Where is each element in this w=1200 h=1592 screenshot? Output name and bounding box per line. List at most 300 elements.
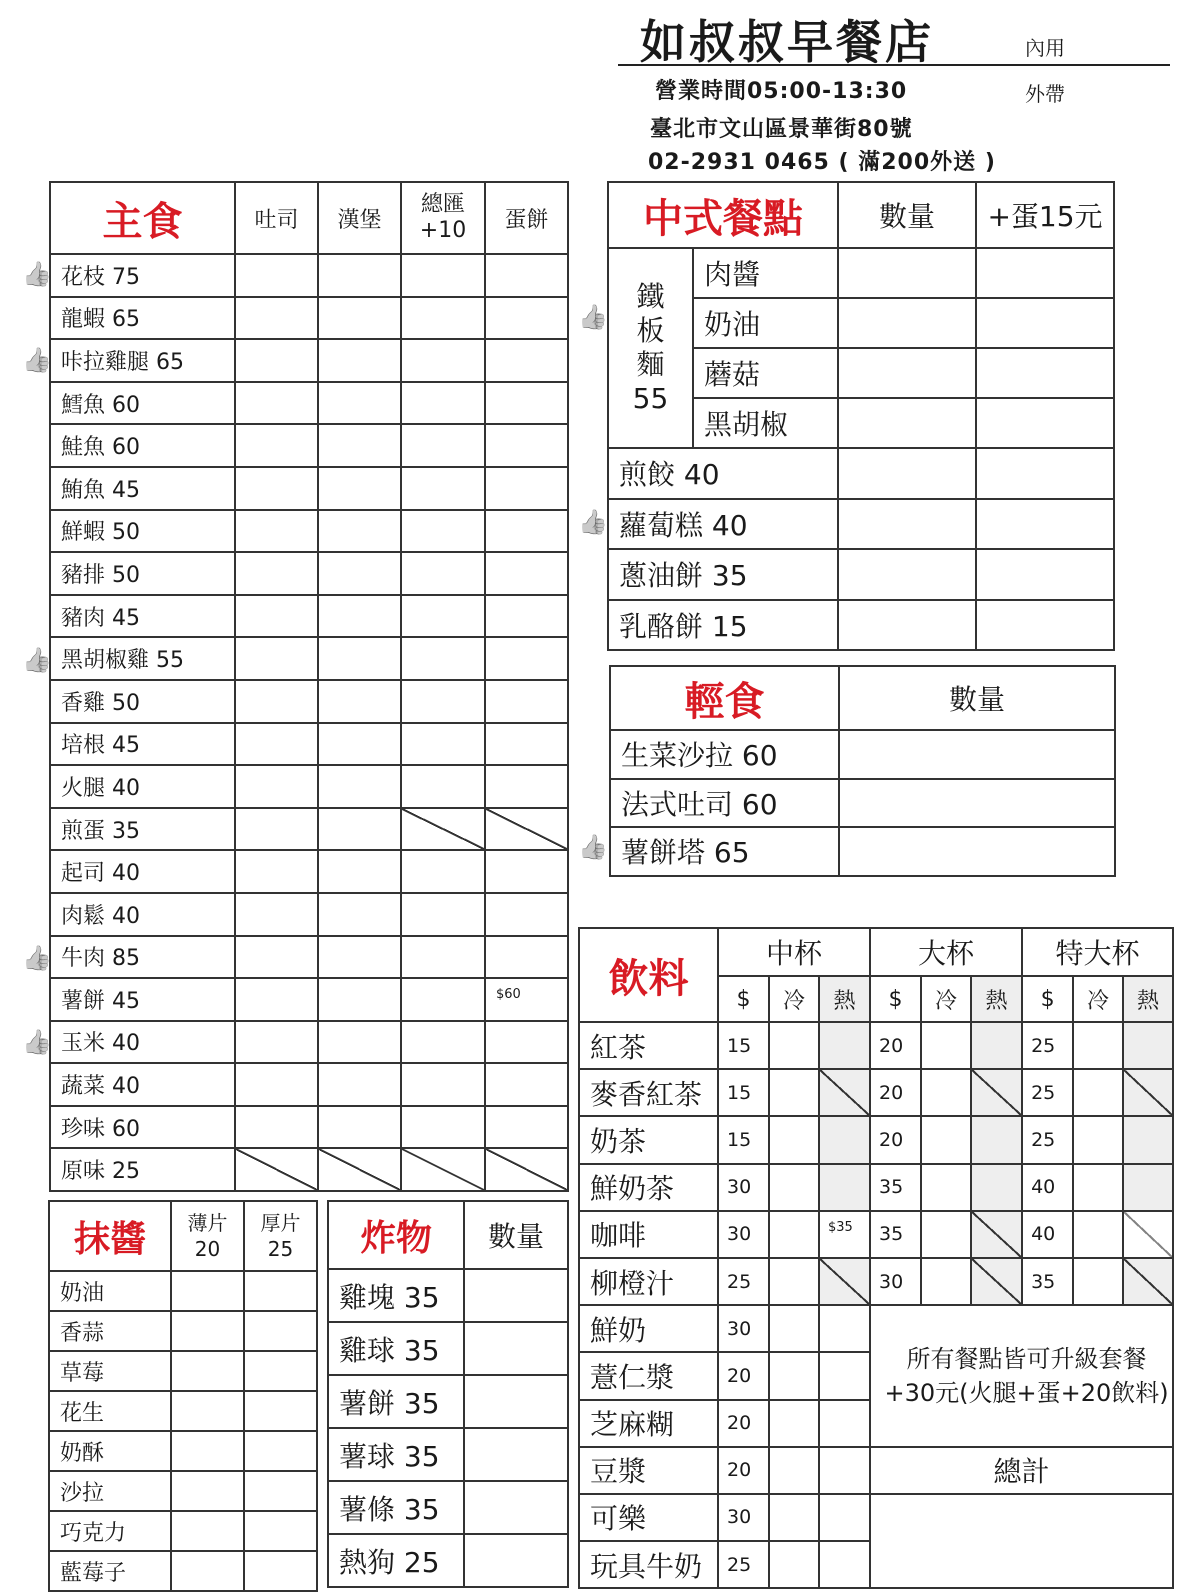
- order-cell[interactable]: [235, 1106, 318, 1149]
- spread-row: [49, 1391, 317, 1431]
- order-cell[interactable]: [401, 297, 485, 340]
- order-cell[interactable]: [318, 339, 401, 382]
- unavailable-cell: [1123, 1211, 1173, 1258]
- order-cell-cold[interactable]: [1073, 1258, 1123, 1305]
- main-dish-row: [50, 1106, 568, 1149]
- order-cell[interactable]: [976, 549, 1114, 600]
- order-cell[interactable]: [485, 637, 568, 680]
- order-cell[interactable]: [235, 680, 318, 723]
- thumbs-up-icon: 👍: [22, 260, 52, 288]
- chinese-item-name: 蘿蔔糕 40: [608, 499, 838, 550]
- order-cell[interactable]: [235, 1063, 318, 1106]
- order-cell[interactable]: [235, 467, 318, 510]
- order-cell[interactable]: [318, 1021, 401, 1064]
- main-dish-name: 珍味 60: [50, 1106, 235, 1149]
- order-cell[interactable]: [235, 850, 318, 893]
- order-cell[interactable]: [318, 297, 401, 340]
- chinese-qty-header: 數量: [838, 182, 976, 248]
- order-cell[interactable]: [976, 398, 1114, 448]
- order-cell-cold[interactable]: [1073, 1164, 1123, 1211]
- iron-noodle-row: [608, 248, 1114, 298]
- order-cell-cold[interactable]: [769, 1116, 819, 1163]
- spread-row: [49, 1551, 317, 1591]
- order-cell[interactable]: [171, 1271, 244, 1311]
- spread-row: [49, 1471, 317, 1511]
- drink-price: 25: [718, 1258, 769, 1305]
- order-cell[interactable]: [485, 850, 568, 893]
- order-cell-cold[interactable]: [1073, 1022, 1123, 1069]
- fried-row: [328, 1375, 568, 1428]
- chinese-item-name: 乳酪餅 15: [608, 600, 838, 651]
- light-row: [610, 827, 1115, 876]
- order-cell[interactable]: [401, 339, 485, 382]
- fried-name: 雞球 35: [328, 1322, 464, 1375]
- main-dish-name: 蔬菜 40: [50, 1063, 235, 1106]
- order-cell[interactable]: [318, 765, 401, 808]
- order-cell-hot[interactable]: [819, 1400, 870, 1447]
- main-dish-row: [50, 1063, 568, 1106]
- light-item-name: 生菜沙拉 60: [610, 730, 839, 779]
- order-cell[interactable]: [171, 1391, 244, 1431]
- size-extra-large: 特大杯: [1022, 928, 1173, 976]
- order-cell[interactable]: [838, 499, 976, 550]
- drink-price: 30: [718, 1211, 769, 1258]
- order-cell[interactable]: [838, 448, 976, 499]
- thick-slice-price: 25: [267, 1237, 294, 1261]
- drink-price: 35: [870, 1164, 921, 1211]
- total-field[interactable]: [870, 1494, 1173, 1588]
- spread-name: 藍莓子: [49, 1551, 171, 1591]
- order-cell-hot[interactable]: [819, 1211, 870, 1258]
- order-cell[interactable]: [485, 936, 568, 979]
- order-cell[interactable]: [485, 723, 568, 766]
- order-cell[interactable]: [401, 680, 485, 723]
- order-cell[interactable]: [171, 1431, 244, 1471]
- order-cell[interactable]: [235, 1021, 318, 1064]
- order-cell[interactable]: [401, 850, 485, 893]
- drink-row: [579, 1069, 1173, 1116]
- unavailable-cell: [971, 1069, 1022, 1116]
- order-cell[interactable]: [318, 936, 401, 979]
- order-cell[interactable]: [838, 298, 976, 348]
- main-dish-name: 咔拉雞腿 65: [50, 339, 235, 382]
- main-dish-row: [50, 723, 568, 766]
- order-cell-cold[interactable]: [1073, 1211, 1123, 1258]
- order-cell[interactable]: [401, 1106, 485, 1149]
- order-cell[interactable]: [485, 552, 568, 595]
- order-cell-hot[interactable]: [971, 1116, 1022, 1163]
- thumbs-up-icon: 👍: [578, 833, 608, 861]
- order-cell[interactable]: [485, 1106, 568, 1149]
- order-cell[interactable]: [318, 680, 401, 723]
- drink-price: 20: [718, 1352, 769, 1399]
- order-cell-hot[interactable]: [819, 1305, 870, 1352]
- order-cell[interactable]: [244, 1351, 317, 1391]
- noodle-flavor: 肉醬: [693, 248, 838, 298]
- order-cell[interactable]: [318, 637, 401, 680]
- order-cell[interactable]: [318, 723, 401, 766]
- order-cell[interactable]: [839, 779, 1115, 828]
- price-label: $: [718, 976, 769, 1022]
- main-dish-name: 牛肉 85: [50, 936, 235, 979]
- order-cell[interactable]: [235, 765, 318, 808]
- order-cell[interactable]: [171, 1471, 244, 1511]
- drink-price: 20: [870, 1116, 921, 1163]
- add-egg-header: +蛋15元: [976, 182, 1114, 248]
- fried-name: 薯條 35: [328, 1481, 464, 1534]
- light-row: [610, 779, 1115, 828]
- main-dish-name: 薯餅 45: [50, 978, 235, 1021]
- order-cell[interactable]: [401, 552, 485, 595]
- drink-name: 薏仁漿: [579, 1352, 718, 1399]
- drink-row: [579, 1022, 1173, 1069]
- chinese-row: [608, 600, 1114, 651]
- iron-noodle-price: 55: [632, 382, 669, 415]
- order-cell[interactable]: [235, 936, 318, 979]
- order-cell-cold[interactable]: [769, 1352, 819, 1399]
- cold-label: 冷: [1073, 976, 1123, 1022]
- order-cell[interactable]: [235, 595, 318, 638]
- order-cell[interactable]: [318, 850, 401, 893]
- order-cell[interactable]: [464, 1428, 568, 1481]
- drink-row: [579, 1164, 1173, 1211]
- main-dish-name: 培根 45: [50, 723, 235, 766]
- order-cell-cold[interactable]: [769, 1541, 819, 1588]
- order-cell[interactable]: [401, 723, 485, 766]
- order-cell[interactable]: [244, 1391, 317, 1431]
- main-dish-row: [50, 637, 568, 680]
- order-cell[interactable]: [464, 1322, 568, 1375]
- col-egg-pancake: 蛋餅: [485, 182, 568, 254]
- drink-name: 可樂: [579, 1494, 718, 1541]
- main-dish-name: 香雞 50: [50, 680, 235, 723]
- drink-name: 麥香紅茶: [579, 1069, 718, 1116]
- coffee-hot-price: $35: [828, 1219, 853, 1235]
- order-cell[interactable]: [318, 808, 401, 851]
- main-dish-row: [50, 936, 568, 979]
- order-cell-cold[interactable]: [769, 1494, 819, 1541]
- order-cell[interactable]: [318, 254, 401, 297]
- order-cell-cold[interactable]: [1073, 1116, 1123, 1163]
- iron-noodle-label: [608, 248, 693, 448]
- order-cell[interactable]: [838, 348, 976, 398]
- order-cell[interactable]: [318, 893, 401, 936]
- iron-noodle-name: 鐵板麵: [636, 280, 665, 381]
- noodle-flavor: 蘑菇: [693, 348, 838, 398]
- order-cell[interactable]: [485, 893, 568, 936]
- chinese-item-name: 煎餃 40: [608, 448, 838, 499]
- main-dish-row: [50, 297, 568, 340]
- order-cell[interactable]: [464, 1269, 568, 1322]
- drink-price: 20: [870, 1069, 921, 1116]
- order-cell[interactable]: [976, 600, 1114, 651]
- order-cell-hot[interactable]: [1123, 1116, 1173, 1163]
- order-cell[interactable]: [401, 254, 485, 297]
- order-cell-hot[interactable]: [819, 1164, 870, 1211]
- set-meal-note-line2: +30元(火腿+蛋+20飲料): [884, 1378, 1169, 1407]
- order-cell[interactable]: [171, 1311, 244, 1351]
- fried-table: [327, 1200, 569, 1588]
- order-cell[interactable]: [244, 1311, 317, 1351]
- order-cell-cold[interactable]: [1073, 1069, 1123, 1116]
- order-cell[interactable]: [485, 382, 568, 425]
- fried-name: 薯球 35: [328, 1428, 464, 1481]
- header-divider: [618, 64, 1170, 66]
- order-cell-cold[interactable]: [769, 1164, 819, 1211]
- main-dish-row: [50, 978, 568, 1021]
- order-cell[interactable]: [838, 248, 976, 298]
- total-label: 總計: [870, 1447, 1173, 1494]
- order-cell-hot[interactable]: [971, 1022, 1022, 1069]
- thumbs-up-icon: 👍: [578, 508, 608, 536]
- cold-label: 冷: [921, 976, 971, 1022]
- spread-name: 奶油: [49, 1271, 171, 1311]
- main-dish-name: 玉米 40: [50, 1021, 235, 1064]
- order-cell-cold[interactable]: [769, 1400, 819, 1447]
- chinese-title: 中式餐點: [608, 182, 838, 248]
- drink-name: 鮮奶: [579, 1305, 718, 1352]
- drink-row: [579, 1258, 1173, 1305]
- drink-price: 25: [1022, 1116, 1073, 1163]
- order-cell[interactable]: [235, 637, 318, 680]
- order-cell[interactable]: [318, 467, 401, 510]
- order-cell[interactable]: [318, 424, 401, 467]
- chinese-row: [608, 499, 1114, 550]
- main-dish-row: [50, 382, 568, 425]
- order-cell-hot[interactable]: [1123, 1164, 1173, 1211]
- order-cell[interactable]: [401, 1021, 485, 1064]
- order-cell[interactable]: [318, 1063, 401, 1106]
- main-dish-row: [50, 850, 568, 893]
- hot-label: 熱: [819, 976, 870, 1022]
- order-cell[interactable]: [485, 680, 568, 723]
- order-cell-hot[interactable]: [819, 1447, 870, 1494]
- drink-price: 25: [718, 1541, 769, 1588]
- order-cell[interactable]: [976, 248, 1114, 298]
- main-dish-row: [50, 467, 568, 510]
- order-cell[interactable]: [485, 424, 568, 467]
- order-cell-cold[interactable]: [921, 1022, 971, 1069]
- order-cell[interactable]: [485, 1063, 568, 1106]
- business-hours: 營業時間05:00-13:30: [655, 79, 908, 104]
- main-dish-name: 鱈魚 60: [50, 382, 235, 425]
- main-dish-row: [50, 254, 568, 297]
- order-cell-cold[interactable]: [921, 1069, 971, 1116]
- hashbrown-eggpancake-price: $60: [496, 986, 521, 1002]
- order-cell-hot[interactable]: [819, 1116, 870, 1163]
- order-cell[interactable]: [838, 398, 976, 448]
- order-cell[interactable]: [318, 1106, 401, 1149]
- order-cell[interactable]: [171, 1551, 244, 1591]
- order-cell[interactable]: [401, 595, 485, 638]
- main-dish-name: 原味 25: [50, 1148, 235, 1191]
- order-cell[interactable]: [485, 297, 568, 340]
- light-qty-header: 數量: [839, 666, 1115, 730]
- fried-row: [328, 1481, 568, 1534]
- main-dish-row: [50, 893, 568, 936]
- drink-name: 咖啡: [579, 1211, 718, 1258]
- order-cell[interactable]: [485, 254, 568, 297]
- order-cell-cold[interactable]: [921, 1211, 971, 1258]
- unavailable-cell: [971, 1258, 1022, 1305]
- order-cell[interactable]: [318, 382, 401, 425]
- order-cell[interactable]: [235, 339, 318, 382]
- drinks-table: [578, 927, 1174, 1589]
- unavailable-cell: [971, 1211, 1022, 1258]
- spread-row: [49, 1271, 317, 1311]
- drink-name: 豆漿: [579, 1447, 718, 1494]
- main-dish-name: 煎蛋 35: [50, 808, 235, 851]
- thumbs-up-icon: 👍: [22, 1028, 52, 1056]
- order-cell[interactable]: [401, 893, 485, 936]
- drink-price: 20: [870, 1022, 921, 1069]
- order-cell-cold[interactable]: [769, 1022, 819, 1069]
- order-cell[interactable]: [976, 499, 1114, 550]
- order-cell[interactable]: [244, 1271, 317, 1311]
- order-cell-cold[interactable]: [769, 1305, 819, 1352]
- order-cell-hot[interactable]: [819, 1022, 870, 1069]
- thin-slice-price: 20: [194, 1237, 221, 1261]
- chinese-table: [607, 181, 1115, 651]
- order-cell[interactable]: [485, 595, 568, 638]
- price-label: $: [870, 976, 921, 1022]
- size-medium: 中杯: [718, 928, 870, 976]
- order-cell[interactable]: [976, 448, 1114, 499]
- order-cell[interactable]: [235, 978, 318, 1021]
- order-cell[interactable]: [235, 297, 318, 340]
- order-cell[interactable]: [485, 978, 568, 1021]
- order-cell[interactable]: [244, 1551, 317, 1591]
- col-thin-slice: [171, 1201, 244, 1271]
- order-cell[interactable]: [839, 730, 1115, 779]
- drink-row: [579, 1116, 1173, 1163]
- order-cell[interactable]: [485, 1021, 568, 1064]
- thin-slice-label: 薄片: [187, 1211, 228, 1235]
- order-cell[interactable]: [401, 1063, 485, 1106]
- order-cell[interactable]: [976, 298, 1114, 348]
- fried-qty-header: 數量: [464, 1201, 568, 1269]
- order-cell[interactable]: [401, 510, 485, 553]
- order-cell[interactable]: [171, 1511, 244, 1551]
- main-dish-row: [50, 595, 568, 638]
- order-cell[interactable]: [318, 510, 401, 553]
- order-cell[interactable]: [464, 1534, 568, 1587]
- order-cell[interactable]: [318, 552, 401, 595]
- main-dish-row: [50, 1021, 568, 1064]
- order-cell-cold[interactable]: [921, 1258, 971, 1305]
- order-cell[interactable]: [235, 893, 318, 936]
- drink-name: 鮮奶茶: [579, 1164, 718, 1211]
- order-cell[interactable]: [235, 382, 318, 425]
- order-cell[interactable]: [318, 978, 401, 1021]
- order-cell[interactable]: [464, 1375, 568, 1428]
- main-dish-row: [50, 510, 568, 553]
- order-cell-cold[interactable]: [921, 1164, 971, 1211]
- order-cell-cold[interactable]: [769, 1069, 819, 1116]
- order-cell[interactable]: [318, 595, 401, 638]
- order-cell[interactable]: [235, 254, 318, 297]
- light-item-name: 薯餅塔 65: [610, 827, 839, 876]
- order-cell[interactable]: [401, 467, 485, 510]
- thumbs-up-icon: 👍: [578, 303, 608, 331]
- order-cell[interactable]: [401, 936, 485, 979]
- thumbs-up-icon: 👍: [22, 346, 52, 374]
- thumbs-up-icon: 👍: [22, 944, 52, 972]
- drink-name: 紅茶: [579, 1022, 718, 1069]
- order-cell-cold[interactable]: [769, 1258, 819, 1305]
- drink-price: 30: [870, 1258, 921, 1305]
- order-cell[interactable]: [401, 765, 485, 808]
- order-cell[interactable]: [838, 549, 976, 600]
- drinks-title: 飲料: [579, 928, 718, 1022]
- set-meal-note: [870, 1305, 1173, 1447]
- unavailable-cell: [1123, 1258, 1173, 1305]
- light-title: 輕食: [610, 666, 839, 730]
- order-cell[interactable]: [235, 552, 318, 595]
- order-cell-hot[interactable]: [1123, 1022, 1173, 1069]
- order-cell-hot[interactable]: [971, 1164, 1022, 1211]
- store-phone: 02-2931 0465 ( 滿200外送 ): [648, 150, 996, 175]
- unavailable-cell: [318, 1148, 401, 1191]
- order-cell[interactable]: [244, 1511, 317, 1551]
- order-cell[interactable]: [235, 510, 318, 553]
- order-cell[interactable]: [235, 424, 318, 467]
- unavailable-cell: [401, 808, 485, 851]
- order-cell-cold[interactable]: [769, 1211, 819, 1258]
- fried-row: [328, 1428, 568, 1481]
- order-cell[interactable]: [171, 1351, 244, 1391]
- order-cell[interactable]: [838, 600, 976, 651]
- light-row: [610, 730, 1115, 779]
- main-dish-row: [50, 552, 568, 595]
- order-cell[interactable]: [976, 348, 1114, 398]
- order-cell[interactable]: [464, 1481, 568, 1534]
- light-item-name: 法式吐司 60: [610, 779, 839, 828]
- unavailable-cell: [485, 1148, 568, 1191]
- main-dish-name: 起司 40: [50, 850, 235, 893]
- spread-row: [49, 1431, 317, 1471]
- order-cell[interactable]: [401, 637, 485, 680]
- order-cell[interactable]: [401, 424, 485, 467]
- thick-slice-label: 厚片: [260, 1211, 301, 1235]
- main-dish-name: 龍蝦 65: [50, 297, 235, 340]
- order-cell[interactable]: [485, 510, 568, 553]
- order-cell-cold[interactable]: [921, 1116, 971, 1163]
- order-cell[interactable]: [244, 1471, 317, 1511]
- noodle-flavor: 黑胡椒: [693, 398, 838, 448]
- order-cell[interactable]: [244, 1431, 317, 1471]
- order-cell[interactable]: [485, 339, 568, 382]
- main-dish-name: 鮮蝦 50: [50, 510, 235, 553]
- order-cell[interactable]: [401, 382, 485, 425]
- order-cell[interactable]: [485, 467, 568, 510]
- order-cell[interactable]: [485, 765, 568, 808]
- order-cell-hot[interactable]: [819, 1352, 870, 1399]
- main-dish-name: 鮪魚 45: [50, 467, 235, 510]
- order-cell-cold[interactable]: [769, 1447, 819, 1494]
- chinese-item-name: 蔥油餅 35: [608, 549, 838, 600]
- unavailable-cell: [819, 1069, 870, 1116]
- order-cell[interactable]: [401, 978, 485, 1021]
- main-dish-name: 黑胡椒雞 55: [50, 637, 235, 680]
- set-meal-note-line1: 所有餐點皆可升級套餐: [906, 1344, 1147, 1373]
- size-large: 大杯: [870, 928, 1022, 976]
- order-cell[interactable]: [839, 827, 1115, 876]
- order-cell[interactable]: [235, 723, 318, 766]
- drink-price: 15: [718, 1022, 769, 1069]
- order-cell[interactable]: [235, 808, 318, 851]
- spread-name: 奶酥: [49, 1431, 171, 1471]
